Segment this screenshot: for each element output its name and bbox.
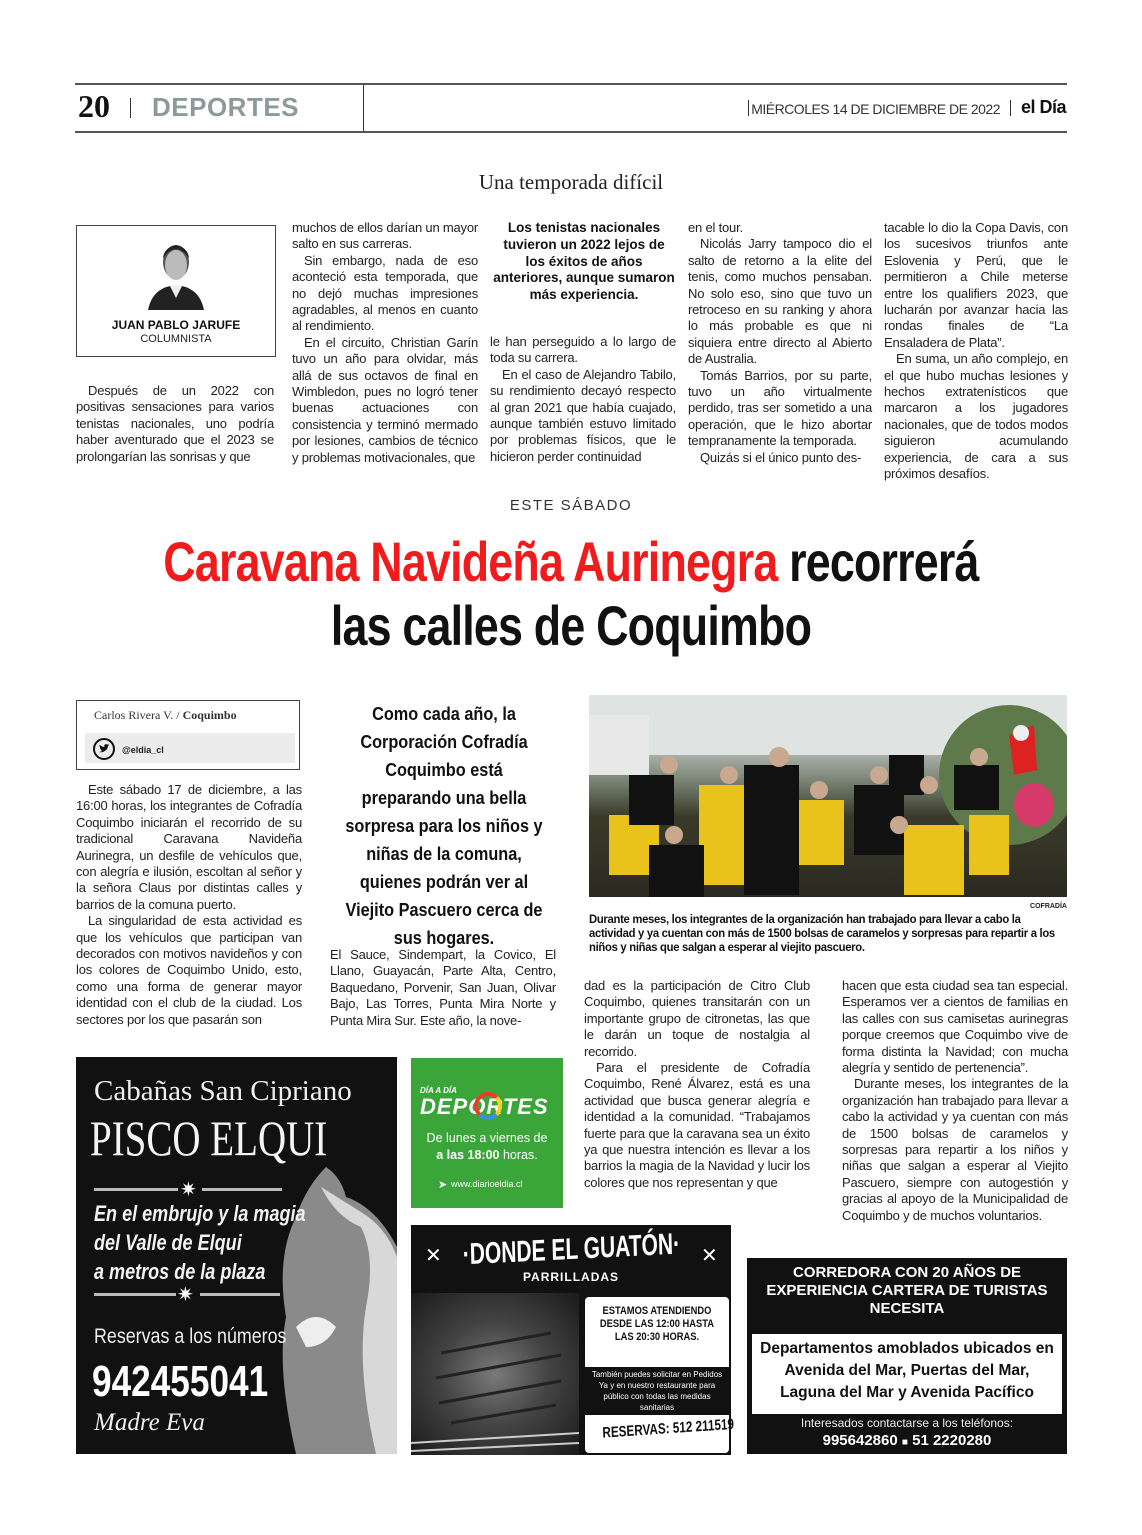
newspaper-logo: el Día bbox=[1020, 97, 1066, 117]
paragraph: En el caso de Alejandro Tabilo, su rendimiento decayó respecto al gran 2021 que había cuajado, aunque también estuvo limitado por problemas físicos, que le hicieron perder continuidad bbox=[490, 366, 676, 464]
photo-caption: Durante meses, los integrantes de la organización han trabajado para llevar a cabo la actividad y ya cuentan con más de 1500 bolsas de caramelos y sorpresas para repartir a los niños y niñas que salgan a esperar al viejito pascuero. bbox=[589, 914, 1055, 954]
corredora-phone2[interactable]: 51 2220280 bbox=[912, 1432, 992, 1449]
ad-donde-el-guaton[interactable] bbox=[411, 1225, 735, 1455]
paragraph: muchos de ellos darían un mayor salto en sus carreras. bbox=[292, 220, 479, 252]
paragraph: en el tour. bbox=[688, 220, 743, 235]
article-text-col1 bbox=[76, 782, 302, 1028]
guaton-subtitle: PARRILLADAS bbox=[522, 1270, 620, 1284]
corredora-body: Departamentos amoblados ubicados en Avenida del Mar, Puertas del Mar, Laguna del Mar y Avenida Pacífico bbox=[760, 1340, 1054, 1401]
sparkle-icon: ✷ bbox=[177, 1284, 194, 1306]
corredora-heading: CORREDORA CON 20 AÑOS DE EXPERIENCIA CARTERA DE TURISTAS NECESITA bbox=[766, 1264, 1048, 1317]
article-photo bbox=[589, 695, 1067, 897]
paragraph: Sin embargo, nada de eso aconteció esta temporada, que no dejó muchas impresiones agradables, al menos en cuanto al rendimiento. bbox=[292, 252, 478, 334]
ad-deportes[interactable] bbox=[411, 1058, 563, 1208]
pisco-footer: Madre Eva bbox=[94, 1409, 205, 1436]
paragraph: le han perseguido a lo largo de toda su carrera. bbox=[490, 334, 676, 366]
ad-corredora[interactable] bbox=[747, 1258, 1067, 1454]
headline-black-part: recorrerá bbox=[789, 530, 979, 593]
ad-pisco-elqui[interactable] bbox=[76, 1057, 397, 1454]
byline-place: Coquimbo bbox=[182, 708, 237, 722]
section-title: DEPORTES bbox=[152, 92, 300, 122]
author-portrait bbox=[148, 236, 204, 310]
ad-deportes-url[interactable]: www.diarioeldia.cl bbox=[451, 1179, 523, 1189]
paragraph: Después de un 2022 con positivas sensaciones para varios tenistas nacionales, uno podría haber aventurado que el 2023 se prolongarían las sonrisas y que bbox=[76, 383, 274, 464]
tagline-line: En el embrujo y la magia bbox=[94, 1201, 306, 1226]
sparkle-icon: ✷ bbox=[180, 1179, 197, 1201]
article-text-col3 bbox=[584, 978, 810, 1191]
column-text-col5 bbox=[884, 220, 1068, 483]
guaton-reserve[interactable]: RESERVAS: 512 211519 bbox=[602, 1415, 735, 1442]
column-pull-quote: Los tenistas nacionales tuvieron un 2022 lejos de los éxitos de años anteriores, aunque sumaron más experiencia. bbox=[493, 220, 675, 303]
pisco-reserve-label: Reservas a los números bbox=[94, 1325, 287, 1348]
headline-line2: las calles de Coquimbo bbox=[330, 594, 812, 657]
column-text-col2 bbox=[292, 220, 478, 466]
bullet-separator: ■ bbox=[901, 1437, 908, 1448]
paragraph: Tomás Barrios, por su parte, tuvo un año virtualmente perdido, tras ser sometido a una operación, que le hizo abortar tempranamente la temporada. bbox=[688, 367, 872, 449]
paragraph: Para el presidente de Cofradía Coquimbo, René Álvarez, está es una actividad que busca generar alegría e identidad a la comunidad. “Trabajamos fuerte para que la caravana sea un éxito ya que nuestra intención es llevar a los barrios la magia de la Navidad y lucir los colores que nos representan y que bbox=[584, 1060, 810, 1190]
separator-line bbox=[200, 1293, 280, 1296]
steak-photo bbox=[411, 1293, 579, 1455]
cursor-icon: ➤ bbox=[438, 1179, 448, 1191]
paragraph: Durante meses, los integrantes de la organización han trabajado para llevar a cabo la actividad y ya cuentan con más de 1500 bolsas de caramelos y sorpresas para repartir a los niños y niñas que salgan a esperar al Viejito Pascuero, siempre con autogestión y gracias al apoyo de la Municipalidad de Coquimbo y de muchos voluntarios. bbox=[842, 1076, 1068, 1223]
paragraph: En suma, un año complejo, en el que hubo muchas lesiones y hechos extratenísticos que marcaron a los jugadores nacionales, que de todos modos siguieron acumulando experiencia, de cara a sus próximos desafíos. bbox=[884, 351, 1068, 482]
photo-credit: COFRADÍA bbox=[1030, 903, 1067, 910]
paragraph: Quizás si el único punto des- bbox=[700, 449, 862, 465]
pisco-line1: Cabañas San Cipriano bbox=[94, 1075, 352, 1107]
corredora-phones bbox=[747, 1432, 1067, 1449]
ad-deportes-line1: De lunes a viernes de bbox=[426, 1131, 548, 1145]
article-kicker: ESTE SÁBADO bbox=[509, 497, 633, 514]
byline-author: Carlos Rivera V. / bbox=[94, 708, 180, 722]
article-text-col2 bbox=[330, 947, 556, 1029]
headline-red-part: Caravana Navideña Aurinegra bbox=[163, 530, 778, 593]
paragraph: El Sauce, Sindempart, la Covico, El Llano, Guayacán, Parte Alta, Centro, Baquedano, Porvenir, San Juan, Olivar Bajo, Las Torres, Punta Mira Norte y Punta Mira Sur. Este año, la nove- bbox=[330, 947, 556, 1028]
paragraph: dad es la participación de Citro Club Coquimbo, quienes transitarán con un importante grupo de citronetas, las que le darán un toque de nostalgia al recorrido. bbox=[584, 978, 810, 1059]
pipe-divider bbox=[130, 98, 131, 118]
page-number: 20 bbox=[78, 88, 110, 124]
corredora-contact: Interesados contactarse a los teléfonos: bbox=[800, 1416, 1014, 1430]
article-pull-quote: Como cada año, la Corporación Cofradía Coquimbo está preparando una bella sorpresa para los niños y niñas de la comuna, quienes podrán ver al Viejito Pascuero cerca de sus hogares. bbox=[345, 703, 543, 948]
paragraph: Este sábado 17 de diciembre, a las 16:00 horas, los integrantes de Cofradía Coquimbo iniciarán el recorrido de su tradicional Caravana Navideña Aurinegra, un desfile de vehículos que, con alegría e ilusión, escoltan al señor y la señora Claus por distintas calles y barrios de la comuna puerto. bbox=[76, 782, 302, 912]
ad-deportes-big: DEPORTES bbox=[420, 1094, 549, 1119]
author-name: JUAN PABLO JARUFE bbox=[111, 318, 241, 332]
column-text-col1 bbox=[76, 383, 274, 465]
ad-deportes-line2 bbox=[411, 1148, 563, 1162]
author-role: COLUMNISTA bbox=[140, 333, 212, 345]
grill-marks bbox=[411, 1293, 579, 1455]
paragraph: Nicolás Jarry tampoco dio el salto de retorno a la elite del tenis, como muchos pensaban. No solo eso, sino que tuvo un retroceso en su ranking y ahora lo más probable es que ni siquiera entre directo al Abierto de Australia. bbox=[688, 236, 872, 367]
guaton-info: También puedes solicitar en Pedidos Ya y en nuestro restaurante para público con todas las medidas sanitarias bbox=[591, 1370, 723, 1412]
twitter-icon bbox=[93, 738, 115, 760]
group-photo-illustration bbox=[589, 695, 1067, 897]
twitter-handle[interactable]: @eldia_cl bbox=[122, 745, 164, 755]
paragraph: En el circuito, Christian Garín tuvo un año para olvidar, más allá de sus octavos de final en Wimbledon, pues no logró tener buenas actuaciones con consistencia y terminó mermado por lesiones, cambios de técnico y problemas motivacionales, que bbox=[292, 334, 478, 465]
pisco-line2: PISCO ELQUI bbox=[90, 1110, 328, 1166]
guaton-info-panel bbox=[583, 1295, 735, 1455]
pisco-tagline bbox=[94, 1199, 306, 1286]
article-text-col4 bbox=[842, 978, 1068, 1224]
article-headline bbox=[114, 530, 1028, 658]
header-bottom-rule bbox=[75, 131, 1067, 133]
paragraph: tacable lo dio la Copa Davis, con los sucesivos triunfos ante Eslovenia y Perú, que le permitieron a Chile meterse entre los qualifiers 2023, que lucharán por avanzar hacia las rondas finales de “La Ensaladera de Plata”. bbox=[884, 220, 1068, 350]
pipe-divider bbox=[1010, 100, 1011, 116]
tagline-line: del Valle de Elqui bbox=[94, 1230, 242, 1255]
column-text-col3 bbox=[490, 334, 676, 465]
column-title: Una temporada difícil bbox=[478, 170, 664, 194]
header-top-rule bbox=[75, 83, 1067, 85]
issue-date: MIÉRCOLES 14 DE DICIEMBRE DE 2022 bbox=[751, 101, 1000, 117]
separator-line bbox=[202, 1188, 282, 1191]
tagline-line: a metros de la plaza bbox=[94, 1259, 266, 1284]
grill-tools-icon: ✕ bbox=[701, 1245, 718, 1267]
guaton-title: ·DONDE EL GUATÓN· bbox=[462, 1227, 681, 1272]
paragraph: La singularidad de esta actividad es que los vehículos que participan van decorados con motivos navideños y con los colores de Coquimbo Unido, esto, como una forma de generar mayor identidad con el club de la ciudad. Los sectores por los que pasarán son bbox=[76, 913, 302, 1027]
ad-deportes-hours: horas. bbox=[502, 1148, 538, 1162]
twitter-strip bbox=[85, 733, 295, 763]
grill-tools-icon: ✕ bbox=[425, 1245, 442, 1267]
ad-deportes-time: a las 18:00 bbox=[436, 1148, 500, 1162]
byline bbox=[94, 708, 237, 723]
column-text-col4 bbox=[688, 220, 872, 466]
corredora-phone1[interactable]: 995642860 bbox=[822, 1432, 898, 1449]
separator-line bbox=[94, 1188, 178, 1191]
ad-deportes-small: DÍA A DÍA bbox=[420, 1086, 457, 1095]
separator-line bbox=[94, 1293, 176, 1296]
header-divider bbox=[363, 85, 364, 131]
paragraph: hacen que esta ciudad sea tan especial. Esperamos ver a cientos de familias en las calles con sus camisetas aurinegras porque creemos que Coquimbo vive de forma distinta la Navidad; con mucha alegría y sentido de pertenencia”. bbox=[842, 978, 1068, 1076]
ball-logo-icon bbox=[474, 1092, 502, 1120]
pipe-divider bbox=[748, 100, 749, 116]
pisco-phone[interactable]: 942455041 bbox=[92, 1357, 269, 1406]
guaton-hours: ESTAMOS ATENDIENDO DESDE LAS 12:00 HASTA LAS 20:30 HORAS. bbox=[599, 1305, 715, 1343]
